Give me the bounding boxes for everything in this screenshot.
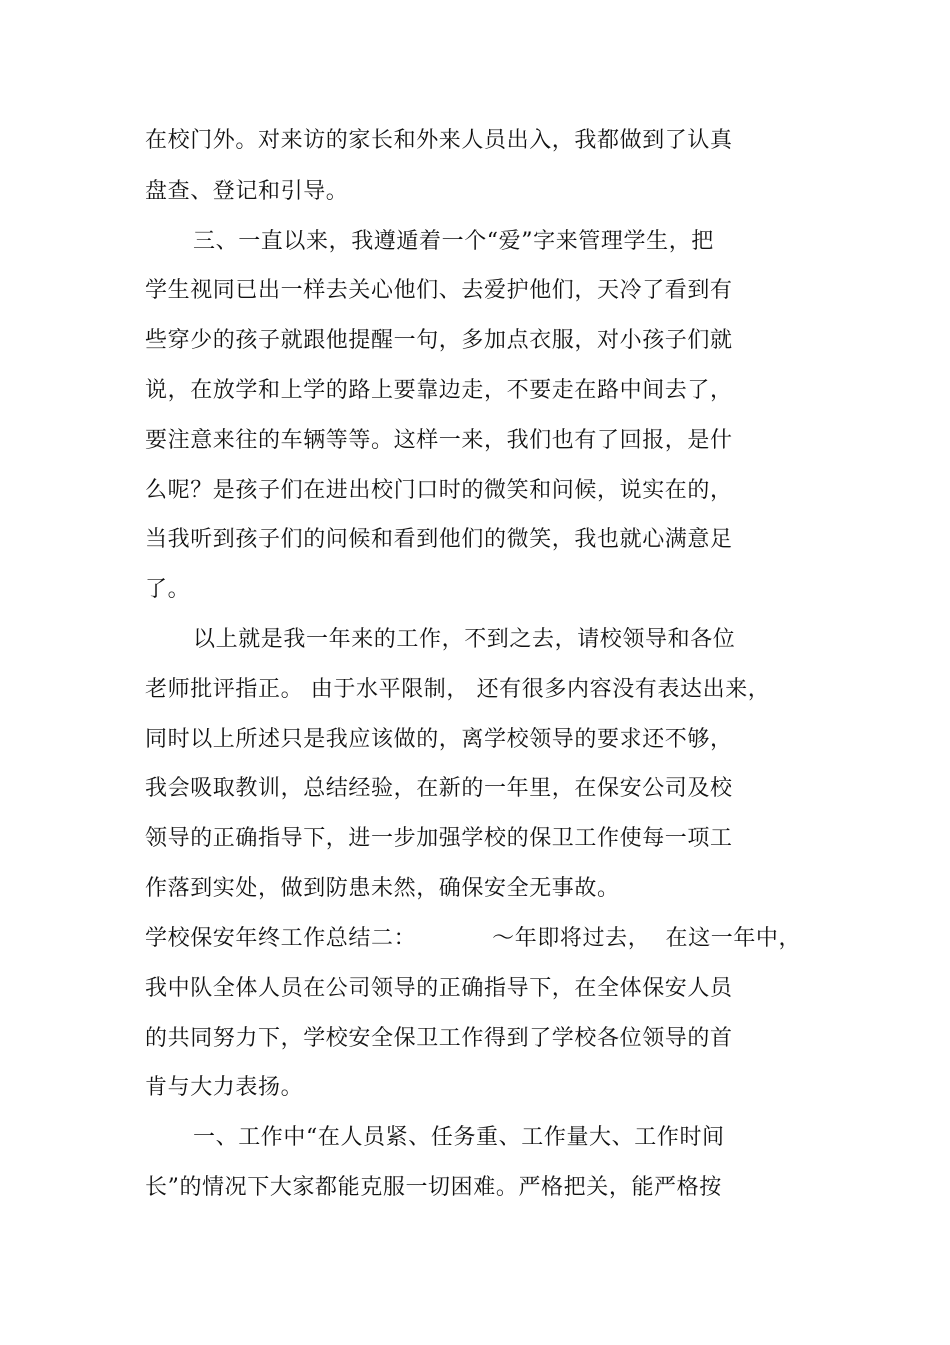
paragraph-start-line: 一、工作中“在人员紧、任务重、工作量大、工作时间: [193, 1125, 725, 1150]
text-line: 肯与大力表扬。: [145, 1075, 304, 1100]
text-line: 作落到实处，做到防患未然，确保安全无事故。: [145, 876, 620, 901]
text-line: 长”的情况下大家都能克服一切困难。严格把关，能严格按: [145, 1175, 722, 1200]
text-line: 当我听到孩子们的问候和看到他们的微笑，我也就心满意足: [145, 527, 733, 552]
text-line: 盘查、登记和引导。: [145, 179, 349, 204]
text-line: 说，在放学和上学的路上要靠边走，不要走在路中间去了，: [145, 378, 733, 403]
text-line: 在校门外。对来访的家长和外来人员出入，我都做到了认真: [145, 128, 733, 153]
text-line: 同时以上所述只是我应该做的，离学校领导的要求还不够，: [145, 727, 733, 752]
text-line: 我会吸取教训，总结经验，在新的一年里，在保安公司及校: [145, 776, 733, 801]
text-line: 要注意来往的车辆等等。这样一来，我们也有了回报，是什: [145, 428, 733, 453]
text-line: 了。: [145, 577, 191, 602]
text-line: 么呢？是孩子们在进出校门口时的微笑和问候，说实在的，: [145, 478, 733, 503]
text-line: 我中队全体人员在公司领导的正确指导下，在全体保安人员: [145, 976, 733, 1001]
text-line: 的共同努力下，学校安全保卫工作得到了学校各位领导的首: [145, 1026, 733, 1051]
text-line: 学生视同已出一样去关心他们、去爱护他们，天冷了看到有: [145, 278, 733, 303]
text-line: 些穿少的孩子就跟他提醒一句，多加点衣服，对小孩子们就: [145, 328, 733, 353]
text-line: 领导的正确指导下，进一步加强学校的保卫工作使每一项工: [145, 826, 733, 851]
paragraph-start-line: 三、一直以来，我遵遁着一个“爱”字来管理学生，把: [193, 229, 714, 254]
paragraph-start-line: 以上就是我一年来的工作，不到之去，请校领导和各位: [193, 627, 736, 652]
section-heading-line: 学校保安年终工作总结二： ～年即将过去， 在这一年中，: [145, 926, 802, 951]
text-line: 老师批评指正。 由于水平限制， 还有很多内容没有表达出来，: [145, 677, 771, 702]
